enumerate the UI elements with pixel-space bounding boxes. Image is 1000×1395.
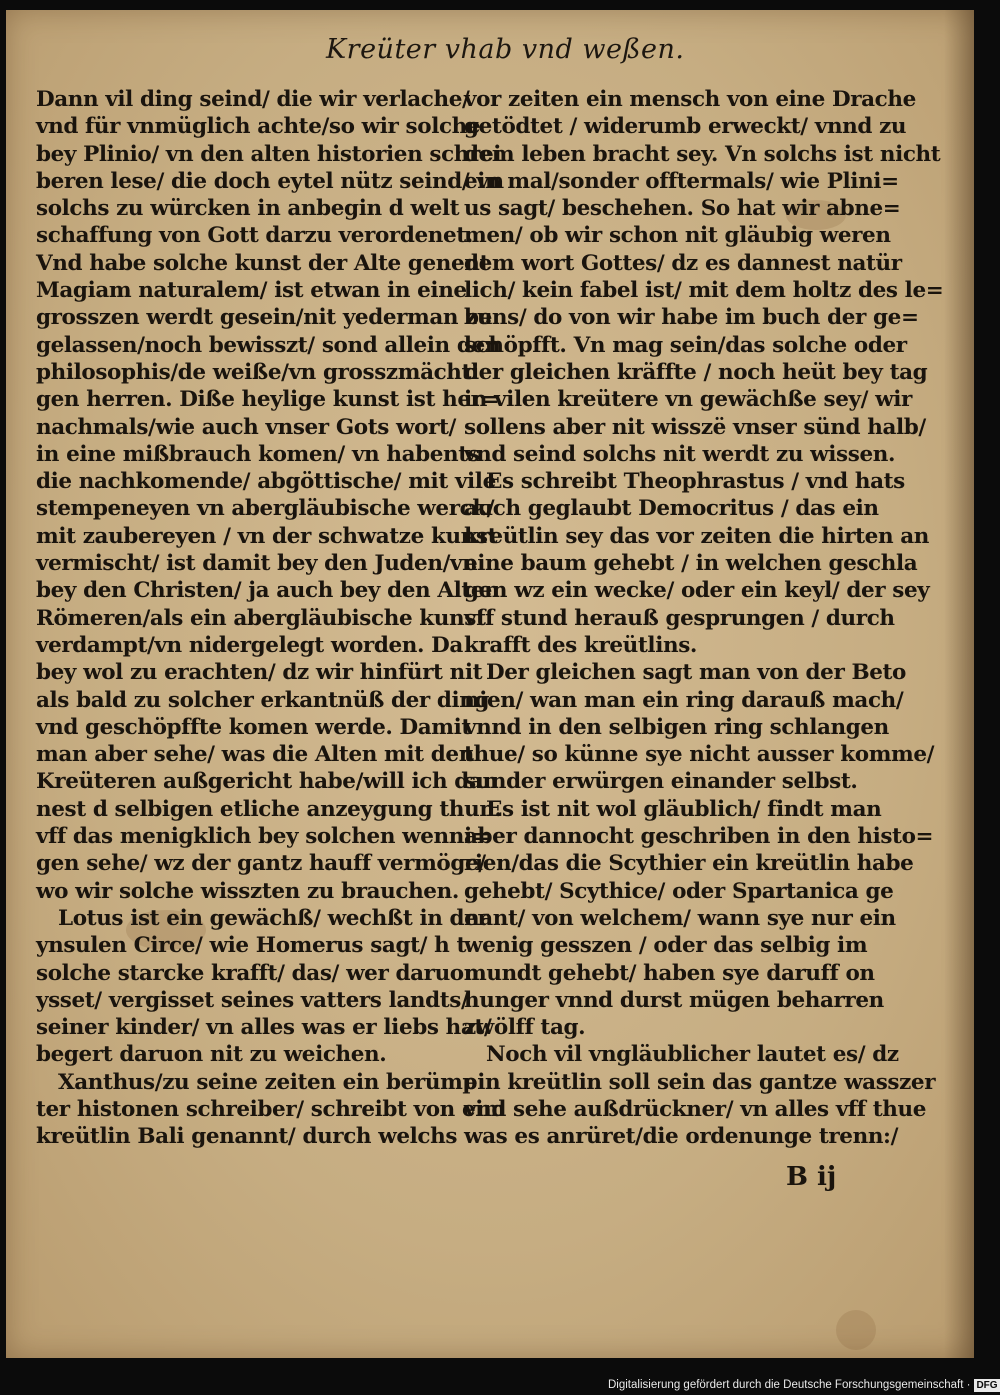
text-line: ysset/ vergisset seines vatters landts/ (36, 987, 469, 1013)
text-line: dem wort Gottes/ dz es dannest natür (464, 250, 902, 276)
text-line: aber dannocht geschriben in den histo= (464, 824, 934, 850)
text-line: us sagt/ beschehen. So hat wir abne= (464, 196, 901, 222)
text-line: stempeneyen vn abergläubische werck/ (36, 496, 495, 522)
text-line: vff das menigklich bey solchen wenni= (36, 824, 490, 850)
text-line: mit zaubereyen / vn der schwatze kunst (36, 523, 498, 549)
text-line: vnnd in den selbigen ring schlangen (464, 714, 889, 740)
text-line: als bald zu solcher erkantnüß der ding (36, 687, 490, 713)
text-line: sunder erwürgen einander selbst. (464, 769, 858, 795)
text-line: nachmals/wie auch vnser Gots wort/ (36, 414, 457, 440)
footer-text: Digitalisierung gefördert durch die Deutsche Forschungsgemeinschaft (608, 1379, 964, 1391)
text-line: beren lese/ die doch eytel nütz seind/ vn (36, 168, 504, 194)
text-line: bey wol zu erachten/ dz wir hinfürt nit (36, 660, 483, 686)
text-line: seiner kinder/ vn alles was er liebs hat/ (36, 1015, 492, 1041)
text-line: mundt gehebt/ haben sye daruff on (464, 960, 875, 986)
text-line: Noch vil vngläublicher lautet es/ dz (486, 1042, 899, 1068)
text-line: was es anrüret/die ordenunge trenn:/ (464, 1124, 899, 1150)
text-line: in eine mißbrauch komen/ vn habents (36, 441, 480, 467)
text-line: nien/ wan man ein ring darauß mach/ (464, 687, 904, 713)
text-line: Dann vil ding seind/ die wir verlache/ (36, 87, 470, 112)
text-line: solchs zu würcken in anbegin d welt (36, 196, 460, 222)
text-line: der gleichen kräffte / noch heüt bey tag (464, 359, 928, 385)
text-line: dem leben bracht sey. Vn solchs ist nicht (464, 141, 941, 167)
text-line: vnd seind solchs nit werdt zu wissen. (464, 441, 896, 467)
running-header: Kreüter vhab vnd weßen. (326, 34, 685, 65)
text-line: grosszen werdt gesein/nit yederman zu (36, 305, 493, 331)
text-line: bens/ do von wir habe im buch der ge= (464, 305, 919, 331)
text-line: ein mal/sonder offtermals/ wie Plini= (464, 168, 899, 194)
text-line: Es schreibt Theophrastus / vnd hats (486, 469, 905, 495)
dfg-logo: DFG (976, 1379, 998, 1391)
text-line: getödtet / widerumb erweckt/ vnnd zu (464, 114, 907, 140)
text-line: rien/das die Scythier ein kreütlin habe (464, 851, 914, 877)
right-text-column (464, 86, 944, 1151)
text-line: begert daruon nit zu weichen. (36, 1042, 387, 1068)
text-line: kreütlin Bali genannt/ durch welchs (36, 1124, 458, 1150)
text-line: gelassen/noch bewisszt/ sond allein den (36, 332, 501, 358)
text-line: nest d selbigen etliche anzeygung thun. (36, 796, 502, 822)
text-line: gehebt/ Scythice/ oder Spartanica ge (464, 878, 894, 904)
text-line: nant/ von welchem/ wann sye nur ein (464, 905, 896, 931)
text-line: eine baum gehebt / in welchen geschla (464, 551, 918, 577)
text-line: Kreüteren außgericht habe/will ich dan (36, 769, 498, 795)
text-line: Der gleichen sagt man von der Beto (486, 660, 906, 686)
text-line: sollens aber nit wisszë vnser sünd halb/ (464, 414, 926, 440)
text-line: Es ist nit wol gläublich/ findt man (486, 796, 882, 822)
text-line: zwölff tag. (464, 1015, 586, 1041)
text-line: thue/ so künne sye nicht ausser komme/ (464, 742, 935, 768)
text-line: bey Plinio/ vn den alten historien schrei (36, 141, 501, 167)
text-line: Magiam naturalem/ ist etwan in eine (36, 278, 467, 304)
text-line: die nachkomende/ abgöttische/ mit vile (36, 469, 496, 495)
text-line: verdampt/vn nidergelegt worden. Da (36, 632, 463, 658)
text-line: schöpfft. Vn mag sein/das solche oder (464, 332, 907, 358)
text-line: vor zeiten ein mensch von eine Drache (464, 87, 916, 112)
text-line: kreütlin sey das vor zeiten die hirten an (464, 523, 930, 549)
document-page (6, 10, 974, 1358)
text-line: vermischt/ ist damit bey den Juden/vn (36, 551, 478, 577)
text-line: wenig gesszen / oder das selbig im (464, 933, 868, 959)
text-line: in vilen kreütere vn gewächße sey/ wir (464, 387, 912, 413)
page-edge-shadow (944, 10, 974, 1358)
text-line: bey den Christen/ ja auch bey den Alten (36, 578, 500, 604)
digitization-footer: Digitalisierung gefördert durch die Deutsche Forschungsgemeinschaft · DFG (608, 1379, 998, 1391)
text-line: Römeren/als ein abergläubische kunst (36, 605, 486, 631)
signature-mark: B ij (786, 1162, 837, 1192)
text-line: krafft des kreütlins. (464, 632, 697, 658)
paper-stain (836, 1310, 876, 1350)
text-line: ynsulen Circe/ wie Homerus sagt/ h t (36, 933, 466, 959)
text-line: man aber sehe/ was die Alten mit den (36, 742, 474, 768)
text-line: vff stund herauß gesprungen / durch (464, 605, 895, 631)
text-line: Vnd habe solche kunst der Alte genent (36, 250, 490, 276)
text-line: men/ ob wir schon nit gläubig weren (464, 223, 891, 249)
text-line: hunger vnnd durst mügen beharren (464, 987, 884, 1013)
text-line: gen wz ein wecke/ oder ein keyl/ der sey (464, 578, 930, 604)
text-line: vnd sehe außdrückner/ vn alles vff thue (464, 1096, 926, 1122)
text-line: Lotus ist ein gewächß/ wechßt in der (58, 905, 489, 931)
text-line: gen herren. Diße heylige kunst ist her= (36, 387, 500, 413)
text-line: gen sehe/ wz der gantz hauff vermöge/ (36, 851, 486, 877)
text-line: vnd für vnmüglich achte/so wir solche (36, 114, 481, 140)
text-line: schaffung von Gott darzu verordenet. (36, 223, 473, 249)
text-line: philosophis/de weiße/vn grosszmächti (36, 359, 479, 385)
text-line: auch geglaubt Democritus / das ein (464, 496, 879, 522)
text-line: ter histonen schreiber/ schreibt von eim (36, 1096, 506, 1122)
text-line: wo wir solche wisszten zu brauchen. (36, 878, 459, 904)
text-line: solche starcke krafft/ das/ wer daruon (36, 960, 479, 986)
text-line: ein kreütlin soll sein das gantze wasszer (464, 1069, 936, 1095)
left-text-column (36, 86, 506, 1151)
text-line: Xanthus/zu seine zeiten ein berümp (58, 1069, 478, 1095)
text-line: vnd geschöpffte komen werde. Damit (36, 714, 471, 740)
text-line: lich/ kein fabel ist/ mit dem holtz des le= (464, 278, 944, 304)
